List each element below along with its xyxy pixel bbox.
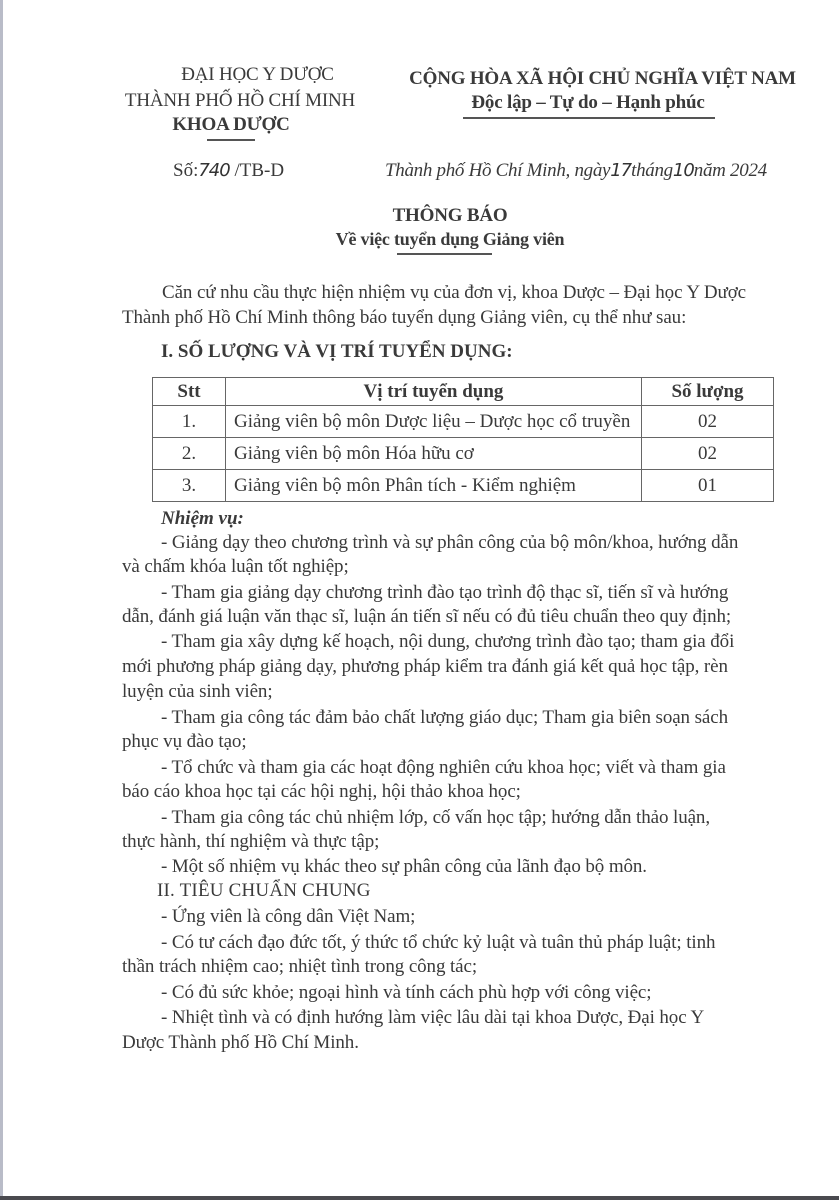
table-header-row [153, 378, 774, 406]
cell-quantity: 02 [642, 438, 774, 470]
duties-heading: Nhiệm vụ: [161, 508, 244, 529]
duty-1-line-2: và chấm khóa luận tốt nghiệp; [122, 556, 349, 577]
scan-edge-bottom [0, 1196, 839, 1200]
cell-quantity: 01 [642, 470, 774, 502]
university-name: ĐẠI HỌC Y DƯỢC [181, 64, 334, 85]
duty-3-line-1: - Tham gia xây dựng kế hoạch, nội dung, chương trình đào tạo; tham gia đổi [161, 631, 735, 652]
criteria-4-line-1: - Nhiệt tình và có định hướng làm việc lâu dài tại khoa Dược, Đại học Y [161, 1007, 705, 1028]
table-row [153, 406, 774, 438]
scan-edge-left [0, 0, 3, 1200]
section-1-heading: I. SỐ LƯỢNG VÀ VỊ TRÍ TUYỂN DỤNG: [161, 341, 513, 362]
intro-line-1: Căn cứ nhu cầu thực hiện nhiệm vụ của đơn vị, khoa Dược – Đại học Y Dược [162, 282, 747, 303]
motto-underline [463, 117, 715, 119]
doc-number-suffix: /TB-D [234, 160, 285, 181]
doc-number-handwritten: 740 [198, 160, 230, 181]
duty-2-line-1: - Tham gia giảng dạy chương trình đào tạo trình độ thạc sĩ, tiến sĩ và hướng [161, 582, 729, 603]
date-month-label: tháng [631, 160, 673, 181]
duty-5-line-2: báo cáo khoa học tại các hội nghị, hội thảo khoa học; [122, 781, 521, 802]
col-header-position: Vị trí tuyển dụng [226, 378, 642, 406]
doc-date [385, 160, 767, 182]
date-year: năm 2024 [693, 160, 767, 181]
nation-motto: Độc lập – Tự do – Hạnh phúc [471, 92, 705, 113]
table-row [153, 470, 774, 502]
intro-line-2: Thành phố Hồ Chí Minh thông báo tuyển dụng Giảng viên, cụ thể như sau: [122, 307, 687, 328]
recruitment-table [152, 377, 774, 502]
cell-stt: 2. [153, 438, 226, 470]
criteria-2-line-2: thần trách nhiệm cao; nhiệt tình trong công tác; [122, 956, 478, 977]
cell-stt: 1. [153, 406, 226, 438]
duty-4-line-2: phục vụ đào tạo; [122, 731, 247, 752]
criteria-1-line-1: - Ứng viên là công dân Việt Nam; [161, 906, 416, 927]
cell-position: Giảng viên bộ môn Hóa hữu cơ [226, 438, 642, 470]
duty-1-line-1: - Giảng dạy theo chương trình và sự phân công của bộ môn/khoa, hướng dẫn [161, 532, 739, 553]
date-place: Thành phố Hồ Chí Minh, ngày [385, 160, 611, 181]
notice-title: THÔNG BÁO [392, 205, 508, 226]
section-2-heading: II. TIÊU CHUẨN CHUNG [157, 880, 371, 901]
criteria-2-line-1: - Có tư cách đạo đức tốt, ý thức tổ chức kỷ luật và tuân thủ pháp luật; tinh [161, 932, 716, 953]
doc-number-prefix: Số: [173, 160, 199, 181]
col-header-stt: Stt [153, 378, 226, 406]
duty-3-line-2: mới phương pháp giảng dạy, phương pháp kiểm tra đánh giá kết quả học tập, rèn [122, 656, 728, 677]
city-name: THÀNH PHỐ HỒ CHÍ MINH [124, 90, 356, 111]
duty-3-line-3: luyện của sinh viên; [122, 681, 273, 702]
doc-number [173, 160, 284, 182]
faculty-underline [207, 139, 255, 141]
cell-quantity: 02 [642, 406, 774, 438]
duty-6-line-2: thực hành, thí nghiệm và thực tập; [122, 831, 380, 852]
col-header-quantity: Số lượng [642, 378, 774, 406]
duty-2-line-2: dẫn, đánh giá luận văn thạc sĩ, luận án tiến sĩ nếu có đủ tiêu chuẩn theo quy định; [122, 606, 732, 627]
cell-position: Giảng viên bộ môn Dược liệu – Dược học cổ truyền [226, 406, 642, 438]
cell-stt: 3. [153, 470, 226, 502]
duty-6-line-1: - Tham gia công tác chủ nhiệm lớp, cố vấn học tập; hướng dẫn thảo luận, [161, 807, 710, 828]
duty-7-line-1: - Một số nhiệm vụ khác theo sự phân công của lãnh đạo bộ môn. [161, 856, 647, 877]
cell-position: Giảng viên bộ môn Phân tích - Kiểm nghiệm [226, 470, 642, 502]
faculty-name: KHOA DƯỢC [172, 114, 290, 135]
duty-5-line-1: - Tổ chức và tham gia các hoạt động nghiên cứu khoa học; viết và tham gia [161, 757, 726, 778]
criteria-3-line-1: - Có đủ sức khỏe; ngoại hình và tính cách phù hợp với công việc; [161, 982, 652, 1003]
table-row [153, 438, 774, 470]
date-day-handwritten: 17 [610, 160, 632, 181]
date-month-handwritten: 10 [672, 160, 694, 181]
nation-name: CỘNG HÒA XÃ HỘI CHỦ NGHĨA VIỆT NAM [409, 68, 796, 89]
duty-4-line-1: - Tham gia công tác đảm bảo chất lượng giáo dục; Tham gia biên soạn sách [161, 707, 728, 728]
criteria-4-line-2: Dược Thành phố Hồ Chí Minh. [122, 1032, 359, 1053]
notice-subtitle: Về việc tuyển dụng Giảng viên [335, 229, 565, 249]
subtitle-underline [397, 253, 492, 255]
